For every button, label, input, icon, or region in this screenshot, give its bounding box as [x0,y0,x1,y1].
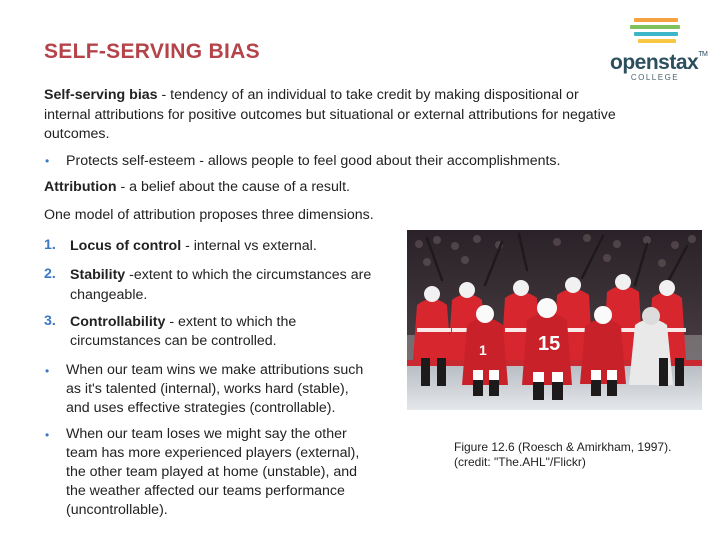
bullet-dot: • [45,428,50,442]
example-win-line-2: as it's talented (internal), works hard (stable), [66,381,349,397]
logo-wordmark: openstax™ [610,51,708,74]
logo-stripes-icon [630,18,680,46]
dimension-number: 2. [44,266,56,282]
slide-title: SELF-SERVING BIAS [44,40,260,63]
dimension-number: 3. [44,313,56,329]
figure-caption [454,440,704,470]
dimension-stability-cont: changeable. [70,287,148,303]
example-lose-line-5: (uncontrollable). [66,502,168,518]
dimension-controllability: Controllability - extent to which the [70,314,297,330]
caption-line-2: (credit: "The.AHL"/Flickr) [454,455,586,469]
bullet-dot: • [45,364,50,378]
attribution-definition: Attribution - a belief about the cause of a result. [44,179,350,195]
dimension-stability: Stability -extent to which the circumstances are [70,267,372,283]
definition-line-2: internal attributions for positive outcomes but situational or external attributions for negative [44,107,616,123]
logo-subtitle: COLLEGE [630,73,680,82]
dimension-locus: Locus of control - internal vs external. [70,238,317,254]
jersey-number: 1 [479,342,487,358]
openstax-logo [610,18,708,82]
definition-line-3: outcomes. [44,126,110,142]
example-win-line-1: When our team wins we make attributions such [66,362,364,378]
example-lose-line-3: the other team played at home (unstable), and [66,464,358,480]
hockey-team-photo [407,230,702,410]
dimension-number: 1. [44,237,56,253]
bullet-dot: • [45,154,50,168]
bullet-self-esteem: Protects self-esteem - allows people to feel good about their accomplishments. [66,153,561,169]
model-intro: One model of attribution proposes three dimensions. [44,207,374,223]
definition-line-1: Self-serving bias - tendency of an individual to take credit by making dispositional or [44,87,579,103]
caption-line-1: Figure 12.6 (Roesch & Amirkham, 1997). [454,440,672,454]
example-lose-line-2: team has more experienced players (external), [66,445,360,461]
jersey-number: 15 [538,333,561,355]
dimension-controllability-cont: circumstances can be controlled. [70,333,277,349]
example-lose-line-4: the weather affected our teams performance [66,483,345,499]
example-lose-line-1: When our team loses we might say the other [66,426,347,442]
example-win-line-3: and uses effective strategies (controllable). [66,400,336,416]
